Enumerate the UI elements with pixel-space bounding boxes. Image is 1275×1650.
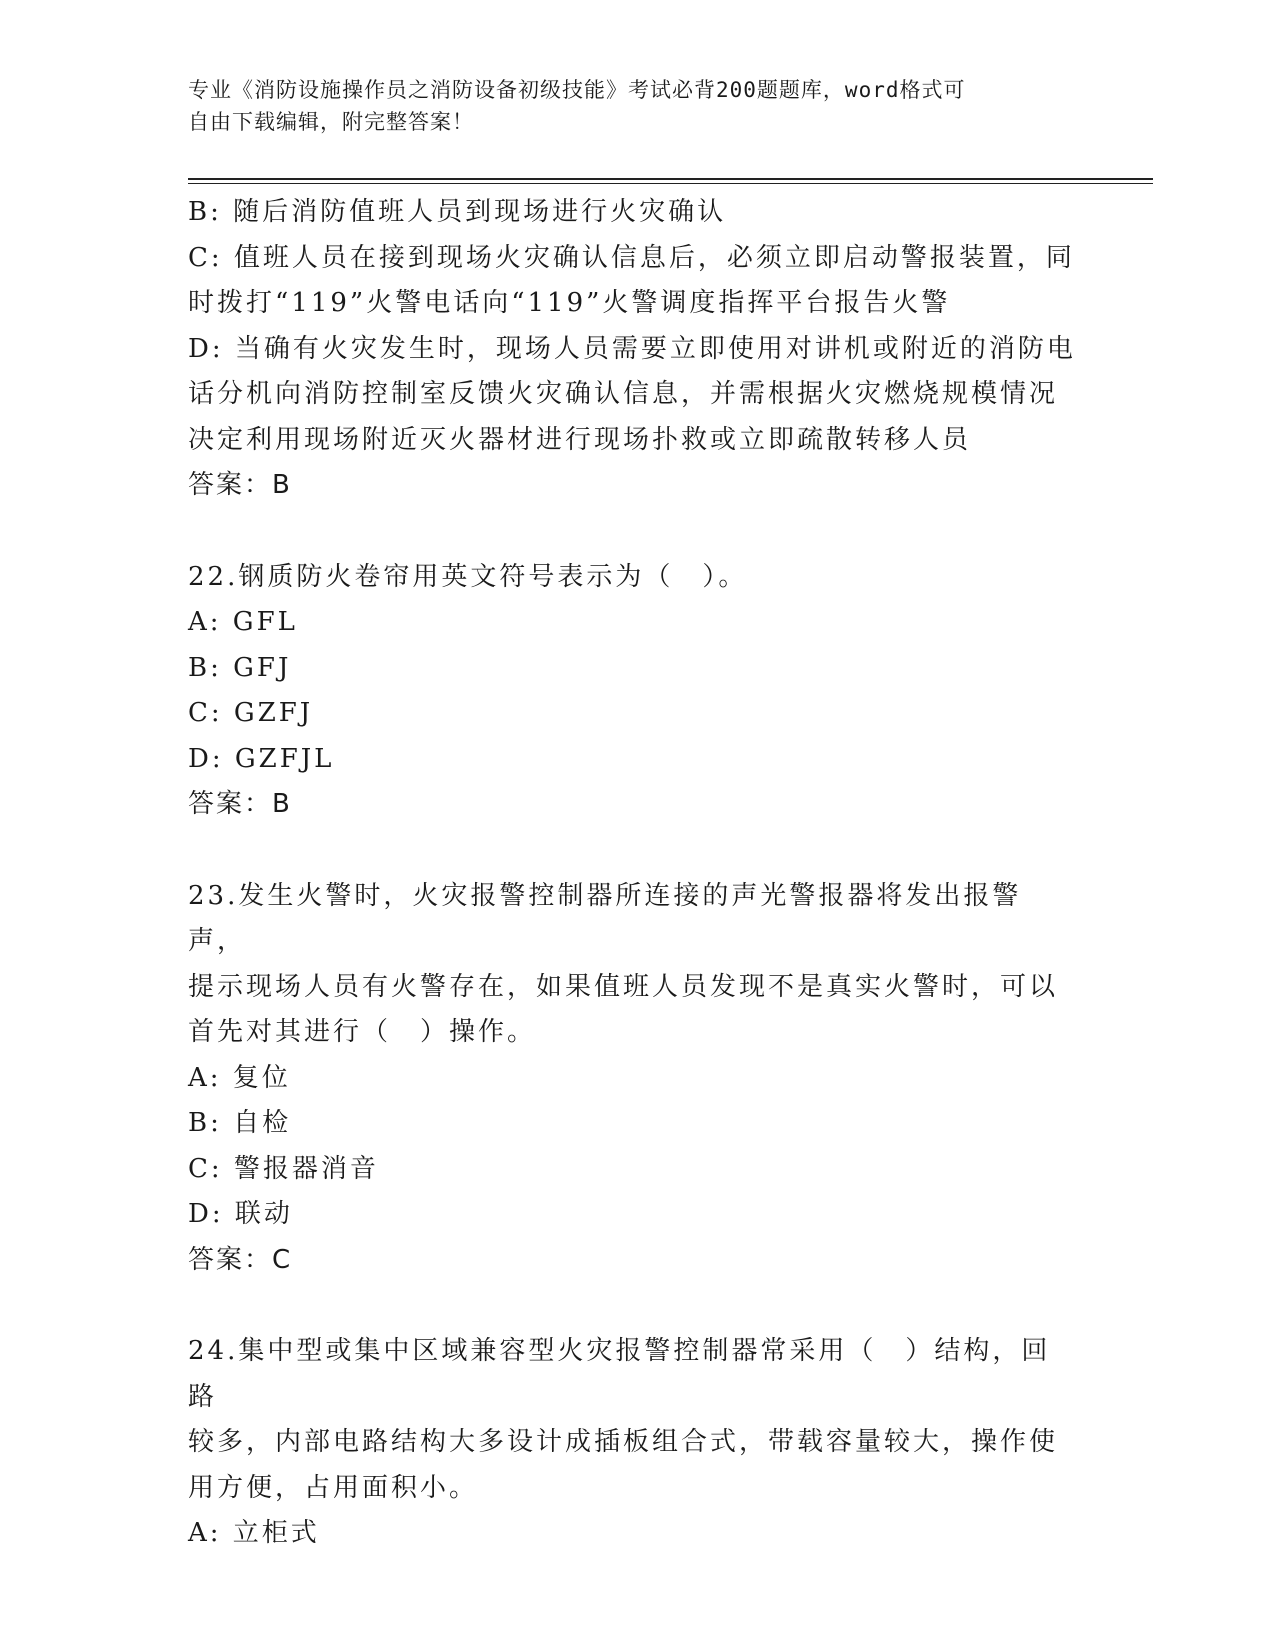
q23-stem-line-2: 提示现场人员有火警存在，如果值班人员发现不是真实火警时，可以: [188, 971, 1059, 1002]
question-23: [188, 874, 1078, 1284]
q22-option-c: C: GZFJ: [188, 698, 314, 728]
spacer: [188, 509, 1078, 555]
q22-option-b: B: GFJ: [188, 652, 292, 683]
header-line-2: 自由下载编辑，附完整答案！: [188, 110, 474, 134]
q21-option-b: B: 随后消防值班人员到现场进行火灾确认: [188, 197, 727, 227]
document-header: [188, 74, 1068, 138]
header-divider-thick: [188, 178, 1153, 180]
q23-answer: 答案：C: [188, 1244, 293, 1275]
q23-stem-line-1: 23.发生火警时，火灾报警控制器所连接的声光警报器将发出报警声，: [188, 880, 1022, 956]
header-line-1: 专业《消防设施操作员之消防设备初级技能》考试必背200题题库，word格式可: [188, 78, 966, 102]
spacer: [188, 828, 1078, 874]
question-content: [188, 190, 1078, 1557]
q24-stem-line-1: 24.集中型或集中区域兼容型火灾报警控制器常采用（ ）结构，回路: [188, 1336, 1051, 1412]
q24-option-a: A: 立柜式: [188, 1518, 320, 1548]
q22-stem: 22.钢质防火卷帘用英文符号表示为（ ）。: [188, 561, 748, 592]
q23-option-a: A: 复位: [188, 1062, 291, 1093]
spacer: [188, 1283, 1078, 1329]
q21-option-d-line-3: 决定利用现场附近灭火器材进行现场扑救或立即疏散转移人员: [188, 424, 972, 455]
q23-option-b: B: 自检: [188, 1108, 292, 1138]
q21-option-d-line-2: 话分机向消防控制室反馈火灾确认信息，并需根据火灾燃烧规模情况: [188, 379, 1059, 409]
q23-stem-line-3: 首先对其进行（ ）操作。: [188, 1017, 537, 1047]
q22-option-d: D: GZFJL: [188, 743, 335, 774]
question-24: [188, 1329, 1078, 1557]
q22-option-a: A: GFL: [188, 607, 298, 637]
q23-option-d: D: 联动: [188, 1199, 293, 1229]
question-22: [188, 555, 1078, 828]
q21-option-c-line-2: 时拨打“119”火警电话向“119”火警调度指挥平台报告火警: [188, 288, 951, 318]
q24-stem-line-2: 较多，内部电路结构大多设计成插板组合式，带载容量较大，操作使: [188, 1427, 1059, 1457]
q21-answer: 答案：B: [188, 470, 292, 500]
header-divider-thin: [188, 183, 1153, 184]
q24-stem-line-3: 用方便，占用面积小。: [188, 1472, 479, 1503]
q21-option-d-line-1: D: 当确有火灾发生时，现场人员需要立即使用对讲机或附近的消防电: [188, 333, 1076, 364]
question-21-tail: [188, 190, 1078, 509]
q21-option-c-line-1: C: 值班人员在接到现场火灾确认信息后，必须立即启动警报装置，同: [188, 242, 1075, 273]
q23-option-c: C: 警报器消音: [188, 1153, 379, 1184]
q22-answer: 答案：B: [188, 789, 292, 819]
